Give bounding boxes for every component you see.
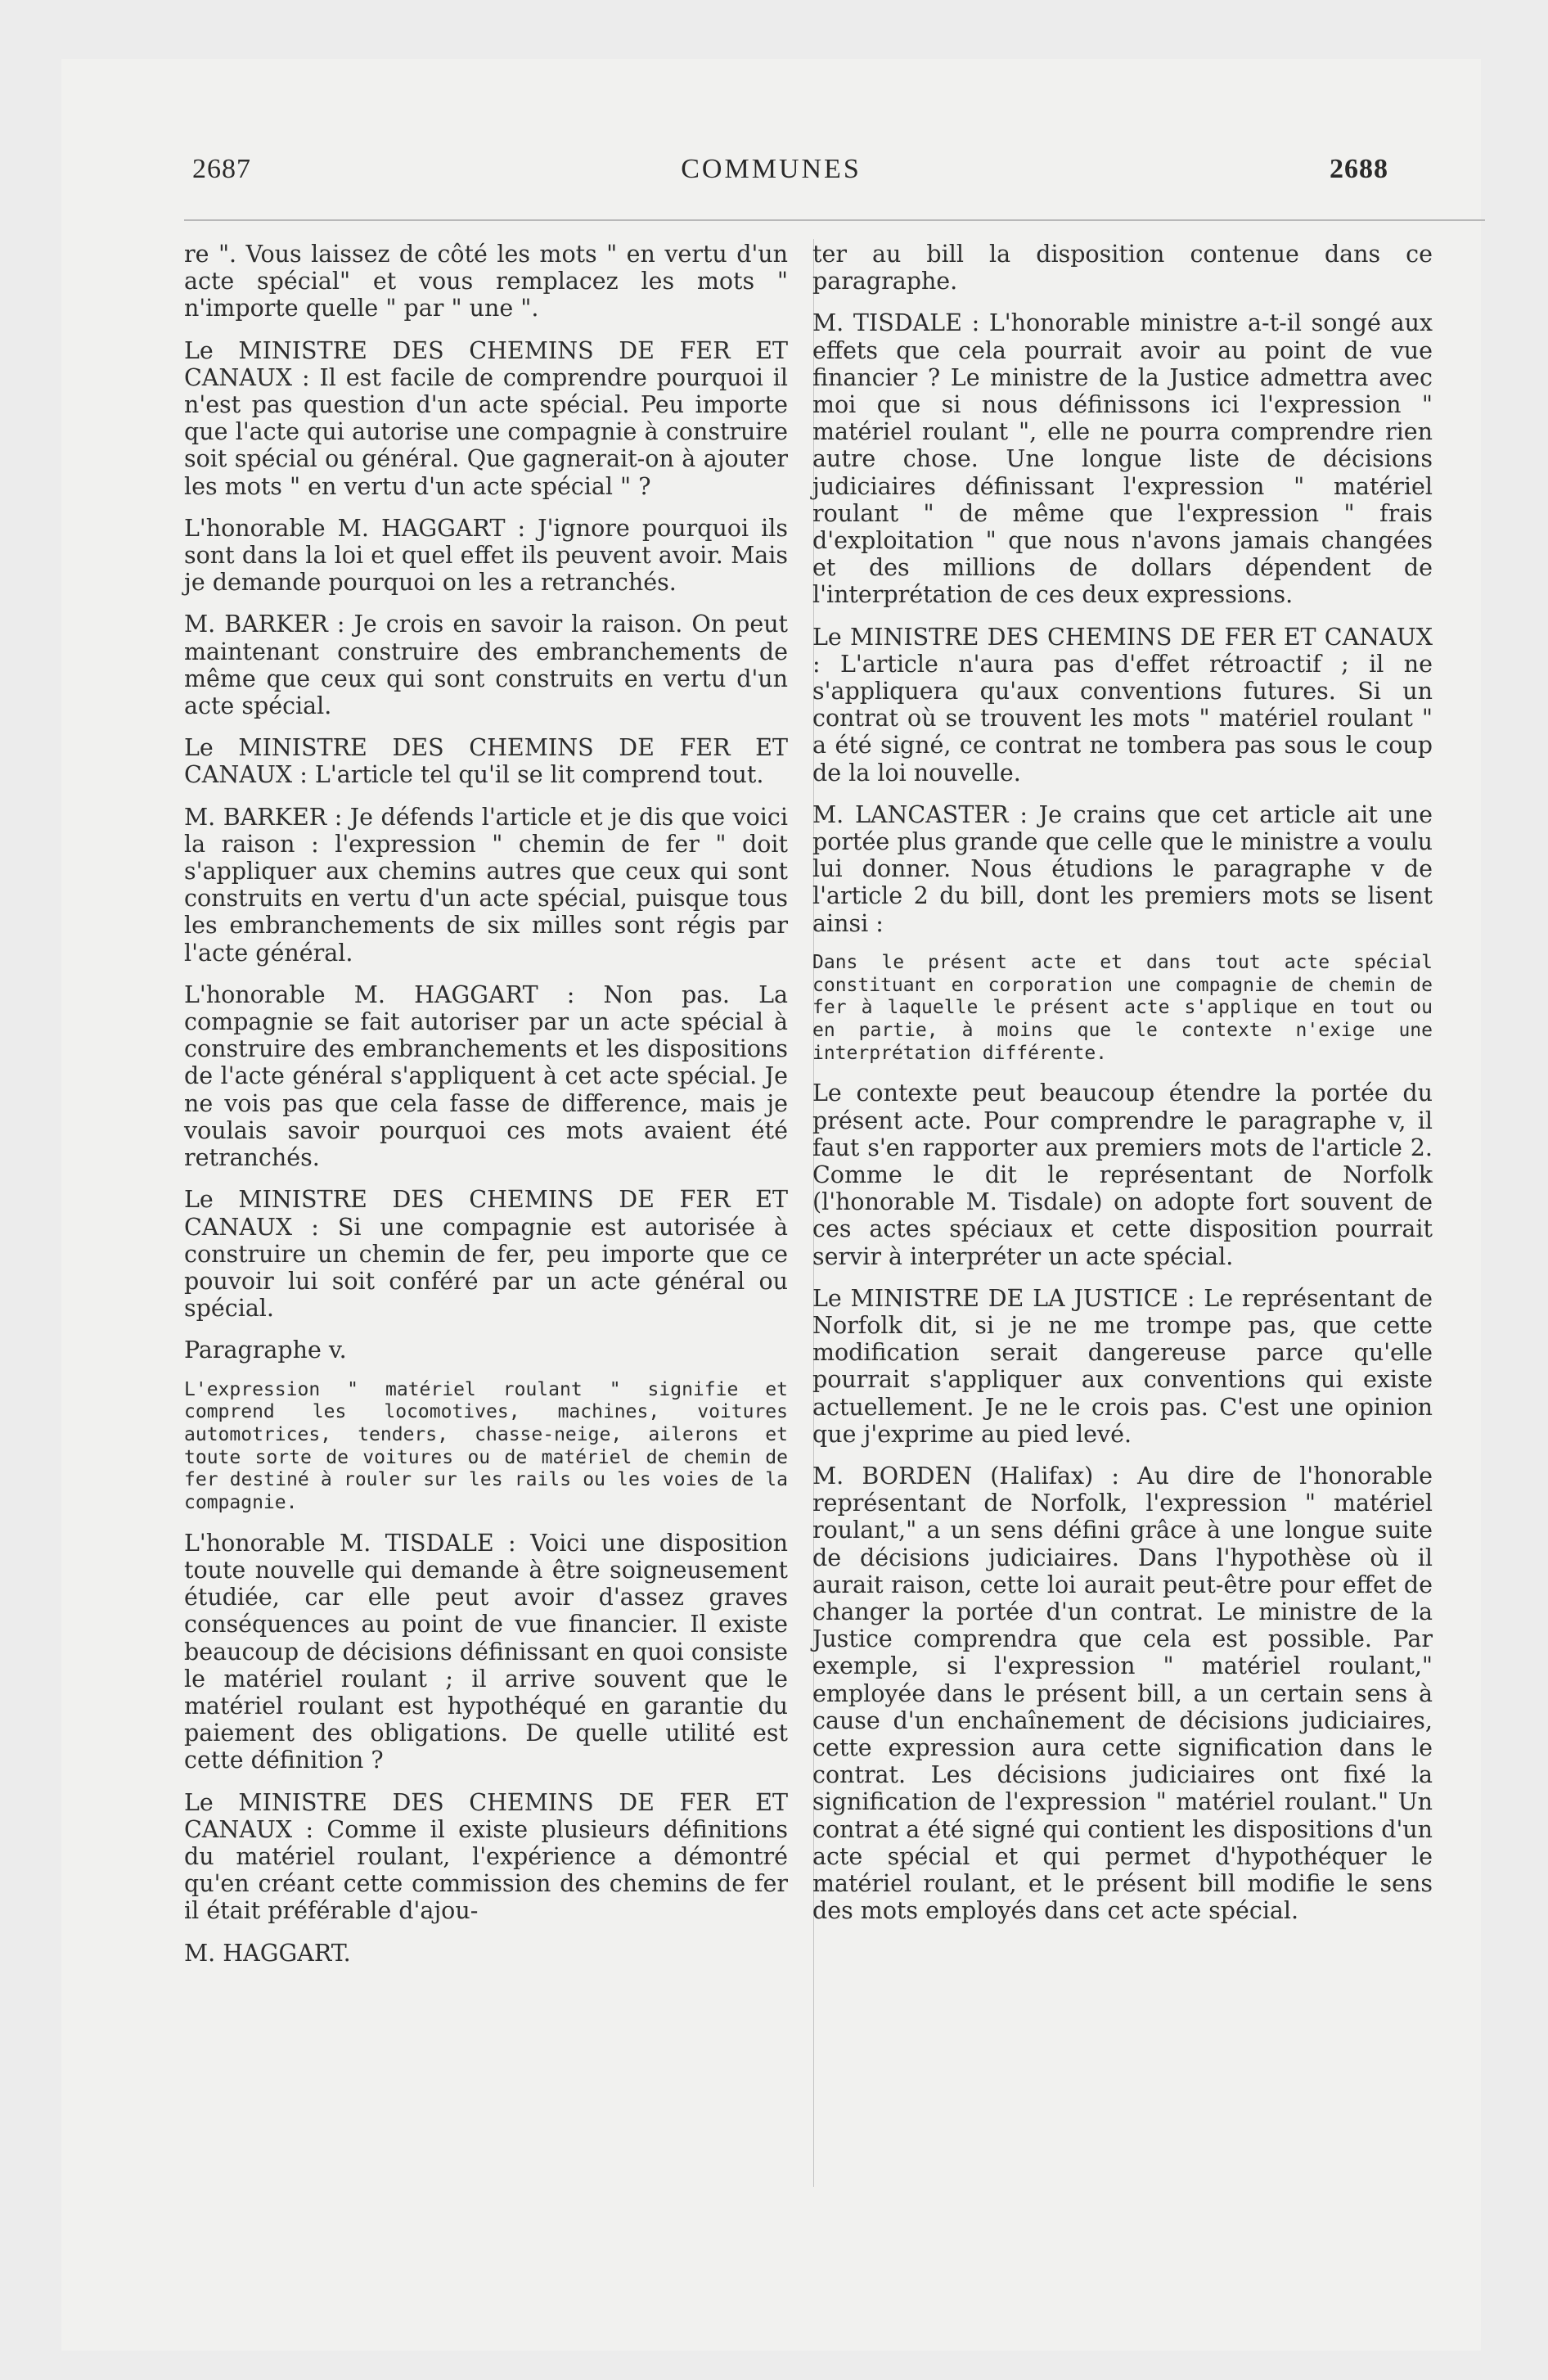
signature-line: M. HAGGART. (184, 1939, 351, 1967)
left-column (184, 241, 788, 1981)
quoted-text: L'expression " matériel roulant " signifie et comprend les locomotives, machines, voitures automotrices, tenders, chasse-neige, ailerons et toute sorte de voitures ou de matériel de chemin de fer destiné à rouler sur les rails ou les voies de la compagnie. (184, 1378, 788, 1514)
paragraph: Le MINISTRE DES CHEMINS DE FER ET CANAUX : Comme il existe plusieurs définitions du matériel roulant, l'expérience a démontré qu'en créant cette commission des chemins de fer il était préférable d'ajou- (184, 1788, 788, 1925)
paragraph: Le MINISTRE DE LA JUSTICE : Le représentant de Norfolk dit, si je ne me trompe pas, que cette modification serait dangereuse parce qu'elle pourrait s'appliquer aux conventions qui existe actuellement. Je ne le crois pas. C'est une opinion que j'exprime au pied levé. (812, 1284, 1433, 1448)
paragraph: M. BARKER : Je défends l'article et je dis que voici la raison : l'expression " chemin de fer " doit s'appliquer aux chemins autres que ceux qui sont construits en vertu d'un acte spécial, puisque tous les embranchements de six milles sont régis par l'acte général. (184, 803, 788, 967)
paragraph: M. LANCASTER : Je crains que cet article ait une portée plus grande que celle que le ministre a voulu lui donner. Nous étudions le paragraphe v de l'article 2 du bill, dont les premiers mots se lisent ainsi : (812, 800, 1433, 937)
header-rule (184, 219, 1485, 221)
running-title: COMMUNES (681, 154, 862, 184)
quoted-text: Dans le présent acte et dans tout acte spécial constituant en corporation une compagnie de chemin de fer à laquelle le présent acte s'applique en tout ou en partie, à moins que le contexte n'exige une interprétation différente. (812, 951, 1433, 1064)
paragraph: M. BARKER : Je crois en savoir la raison. On peut maintenant construire des embranchements de même que ceux qui sont construits en vertu d'un acte spécial. (184, 611, 788, 720)
paragraph: M. TISDALE : L'honorable ministre a-t-il songé aux effets que cela pourrait avoir au point de vue financier ? Le ministre de la Justice admettra avec moi que si nous définissons ici l'expression " matériel roulant ", elle ne pourra comprendre rien autre chose. Une longue liste de décisions judiciaires définissant l'expression " matériel roulant " de même que l'expression " frais d'exploitation " que nous n'avons jamais changées et des millions de dollars dépendent de l'interprétation de ces deux expressions. (812, 309, 1433, 609)
paragraph-heading: Paragraphe v. (184, 1336, 347, 1364)
paragraph: Le MINISTRE DES CHEMINS DE FER ET CANAUX : Il est facile de comprendre pourquoi il n'est pas question d'un acte spécial. Peu importe que l'acte qui autorise une compagnie à construire soit spécial ou général. Que gagnerait-on à ajouter les mots " en vertu d'un acte spécial " ? (184, 336, 788, 500)
paragraph: L'honorable M. TISDALE : Voici une disposition toute nouvelle qui demande à être soigneusement étudiée, car elle peut avoir d'assez graves conséquences au point de vue financier. Il existe beaucoup de décisions définissant en quoi consiste le matériel roulant ; il arrive souvent que le matériel roulant est hypothéqué en garantie du paiement des obligations. De quelle utilité est cette définition ? (184, 1529, 788, 1774)
paragraph: Le MINISTRE DES CHEMINS DE FER ET CANAUX : L'article tel qu'il se lit comprend tout. (184, 734, 788, 789)
page-number-left: 2687 (192, 154, 251, 184)
paragraph: Le MINISTRE DES CHEMINS DE FER ET CANAUX : Si une compagnie est autorisée à construire un chemin de fer, peu importe que ce pouvoir lui soit conféré par un acte général ou spécial. (184, 1186, 788, 1323)
paragraph: Le MINISTRE DES CHEMINS DE FER ET CANAUX : L'article n'aura pas d'effet rétroactif ; il ne s'appliquera qu'aux conventions futures. Si un contrat où se trouvent les mots " matériel roulant " a été signé, ce contrat ne tombera pas sous le coup de la loi nouvelle. (812, 623, 1433, 787)
right-column (812, 241, 1433, 1939)
paragraph: L'honorable M. HAGGART : Non pas. La compagnie se fait autoriser par un acte spécial à construire des embranchements et les dispositions de l'acte général s'appliquent à cet acte spécial. Je ne vois pas que cela fasse de difference, mais je voulais savoir pourquoi ces mots avaient été retranchés. (184, 980, 788, 1172)
paragraph: re ". Vous laissez de côté les mots " en vertu d'un acte spécial" et vous remplacez les mots " n'importe quelle " par " une ". (184, 241, 788, 322)
page-number-right: 2688 (1330, 154, 1388, 184)
paragraph: M. BORDEN (Halifax) : Au dire de l'honorable représentant de Norfolk, l'expression " matériel roulant," a un sens défini grâce à une longue suite de décisions judiciaires. Dans l'hypothèse où il aurait raison, cette loi aurait peut-être pour effet de changer la portée d'un contrat. Le ministre de la Justice comprendra que cela est possible. Par exemple, si l'expression " matériel roulant," employée dans le présent bill, a un certain sens à cause d'un enchaînement de décisions judiciaires, cette expression aura cette signification dans le contrat. Les décisions judiciaires ont fixé la signification de l'expression " matériel roulant." Un contrat a été signé qui contient les dispositions d'un acte spécial et qui permet d'hypothéquer le matériel roulant, et le présent bill modifie le sens des mots employés dans cet acte spécial. (812, 1463, 1433, 1925)
paragraph: Le contexte peut beaucoup étendre la portée du présent acte. Pour comprendre le paragraphe v, il faut s'en rapporter aux premiers mots de l'article 2. Comme le dit le représentant de Norfolk (l'honorable M. Tisdale) on adopte fort souvent de ces actes spéciaux et cette disposition pourrait servir à interpréter un acte spécial. (812, 1080, 1433, 1270)
paragraph: L'honorable M. HAGGART : J'ignore pourquoi ils sont dans la loi et quel effet ils peuvent avoir. Mais je demande pourquoi on les a retranchés. (184, 514, 788, 597)
scanned-page (61, 59, 1481, 2351)
paragraph: ter au bill la disposition contenue dans ce paragraphe. (812, 241, 1433, 295)
